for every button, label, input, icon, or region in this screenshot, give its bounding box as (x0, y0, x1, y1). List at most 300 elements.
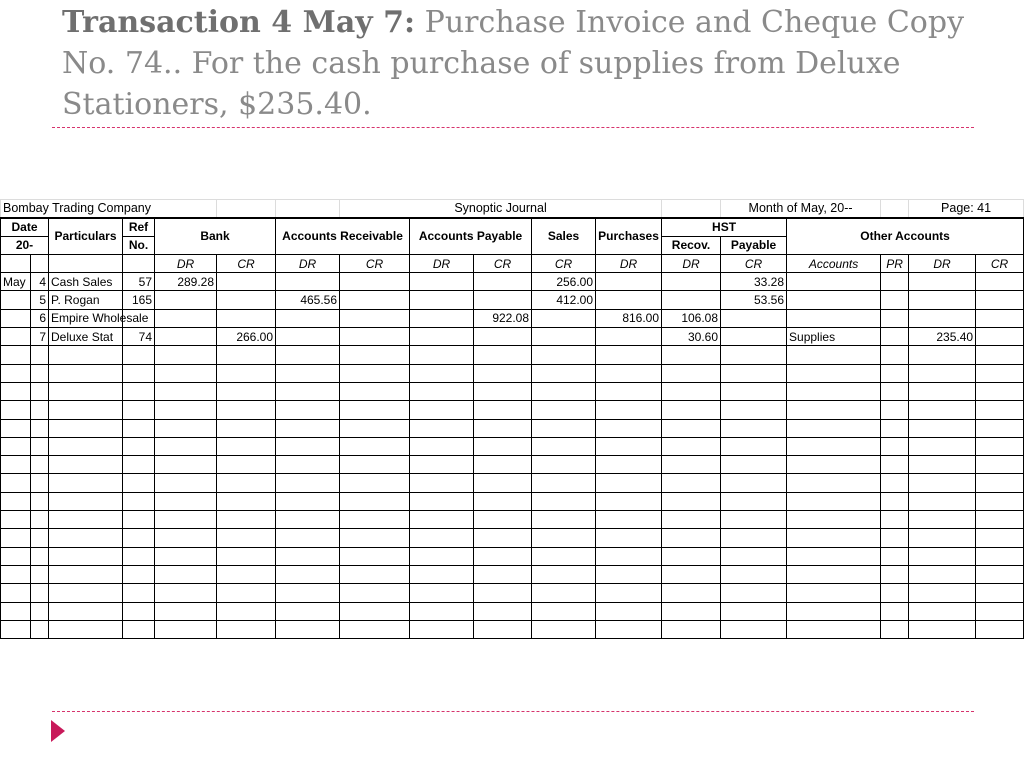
bank-dr-label: DR (155, 254, 217, 272)
cell-purch-dr (596, 273, 662, 291)
cell-ref (123, 456, 155, 474)
cell-hst-recov (662, 401, 721, 419)
cell-hst-pay (721, 328, 787, 346)
cell-oa-account (787, 291, 881, 309)
cell-oa-dr (909, 309, 976, 327)
journal-row (1, 602, 1024, 620)
cell-ap-dr (410, 309, 474, 327)
journal-row (1, 291, 1024, 309)
cell-hst-pay (721, 346, 787, 364)
cell-oa-pr (881, 456, 909, 474)
cell-oa-account: Supplies (787, 328, 881, 346)
cell-hst-recov (662, 492, 721, 510)
cell-particulars (49, 419, 123, 437)
journal-row (1, 474, 1024, 492)
cell-month (1, 620, 31, 638)
cell-bank-dr (155, 547, 217, 565)
cell-ap-cr (474, 529, 532, 547)
cell-bank-cr (217, 382, 276, 400)
cell-ar-dr (276, 309, 340, 327)
journal-row (1, 382, 1024, 400)
cell-oa-cr (976, 401, 1024, 419)
cell-ref (123, 565, 155, 583)
cell-day (31, 529, 49, 547)
cell-day: 6 (31, 309, 49, 327)
cell-ar-cr (340, 382, 410, 400)
journal-row (1, 565, 1024, 583)
cell-ap-dr (410, 584, 474, 602)
cell-ref (123, 401, 155, 419)
cell-sales-cr (532, 437, 596, 455)
journal-row (1, 346, 1024, 364)
cell-oa-account (787, 620, 881, 638)
cell-ar-dr (276, 511, 340, 529)
cell-ar-dr (276, 328, 340, 346)
cell-ap-dr (410, 401, 474, 419)
cell-purch-dr (596, 437, 662, 455)
cell-oa-account (787, 419, 881, 437)
cell-month (1, 419, 31, 437)
cell-month (1, 328, 31, 346)
cell-oa-cr (976, 273, 1024, 291)
cell-day: 4 (31, 273, 49, 291)
cell-bank-dr (155, 584, 217, 602)
cell-hst-recov (662, 437, 721, 455)
cell-ap-cr (474, 291, 532, 309)
cell-hst-recov (662, 291, 721, 309)
cell-day (31, 565, 49, 583)
cell-oa-dr (909, 382, 976, 400)
cell-oa-dr: 235.40 (909, 328, 976, 346)
cell-month (1, 437, 31, 455)
cell-ar-cr (340, 309, 410, 327)
cell-hst-recov (662, 565, 721, 583)
cell-purch-dr (596, 492, 662, 510)
cell-day (31, 584, 49, 602)
cell-oa-cr (976, 382, 1024, 400)
cell-ar-cr (340, 474, 410, 492)
cell-hst-pay (721, 492, 787, 510)
cell-sales-cr (532, 309, 596, 327)
bank-header: Bank (155, 218, 276, 255)
cell-ref: 57 (123, 273, 155, 291)
hst-payable-cr-label: CR (721, 254, 787, 272)
cell-oa-dr (909, 565, 976, 583)
cell-oa-account (787, 456, 881, 474)
cell-particulars (49, 584, 123, 602)
cell-bank-dr (155, 602, 217, 620)
cell-hst-recov (662, 419, 721, 437)
cell-bank-dr (155, 328, 217, 346)
cell-month: May (1, 273, 31, 291)
cell-ref (123, 419, 155, 437)
cell-hst-pay (721, 382, 787, 400)
bottom-divider (52, 711, 974, 712)
cell-month (1, 382, 31, 400)
cell-ap-cr (474, 382, 532, 400)
cell-oa-dr (909, 456, 976, 474)
cell-hst-recov (662, 511, 721, 529)
cell-ap-dr (410, 511, 474, 529)
cell-ap-dr (410, 364, 474, 382)
cell-ref (123, 529, 155, 547)
cell-oa-cr (976, 565, 1024, 583)
cell-purch-dr (596, 474, 662, 492)
cell-oa-dr (909, 547, 976, 565)
cell-ref (123, 511, 155, 529)
cell-particulars (49, 620, 123, 638)
cell-oa-dr (909, 419, 976, 437)
cell-sales-cr (532, 620, 596, 638)
cell-ref (123, 437, 155, 455)
cell-oa-dr (909, 602, 976, 620)
cell-oa-dr (909, 492, 976, 510)
purchases-dr-label: DR (596, 254, 662, 272)
cell-oa-dr (909, 346, 976, 364)
cell-hst-pay (721, 309, 787, 327)
sales-header: Sales (532, 218, 596, 255)
cell-bank-cr (217, 401, 276, 419)
cell-ap-cr (474, 401, 532, 419)
cell-bank-cr (217, 529, 276, 547)
journal-row (1, 547, 1024, 565)
cell-oa-pr (881, 565, 909, 583)
cell-particulars (49, 346, 123, 364)
cell-ar-dr (276, 382, 340, 400)
cell-month (1, 492, 31, 510)
cell-hst-pay (721, 437, 787, 455)
cell-sales-cr (532, 382, 596, 400)
cell-ar-cr (340, 437, 410, 455)
cell-bank-cr (217, 346, 276, 364)
cell-hst-recov (662, 346, 721, 364)
cell-purch-dr (596, 364, 662, 382)
cell-bank-dr (155, 565, 217, 583)
cell-oa-pr (881, 309, 909, 327)
cell-oa-cr (976, 346, 1024, 364)
cell-hst-pay (721, 474, 787, 492)
other-pr-label: PR (881, 254, 909, 272)
cell-ar-dr (276, 346, 340, 364)
cell-ap-cr (474, 584, 532, 602)
cell-month (1, 529, 31, 547)
cell-ar-dr (276, 584, 340, 602)
accounts-receivable-header: Accounts Receivable (276, 218, 410, 255)
cell-oa-cr (976, 419, 1024, 437)
cell-day (31, 401, 49, 419)
cell-purch-dr (596, 456, 662, 474)
accounts-payable-header: Accounts Payable (410, 218, 532, 255)
cell-oa-pr (881, 511, 909, 529)
hst-header: HST (662, 218, 787, 236)
cell-bank-cr (217, 474, 276, 492)
cell-ar-cr (340, 364, 410, 382)
cell-oa-pr (881, 529, 909, 547)
cell-oa-account (787, 346, 881, 364)
cell-ar-dr (276, 565, 340, 583)
cell-hst-recov (662, 474, 721, 492)
bullet-arrow-icon (51, 720, 65, 742)
cell-bank-dr (155, 419, 217, 437)
cell-purch-dr (596, 401, 662, 419)
cell-month (1, 401, 31, 419)
cell-ap-dr (410, 492, 474, 510)
cell-oa-cr (976, 456, 1024, 474)
cell-month (1, 511, 31, 529)
cell-hst-recov (662, 273, 721, 291)
cell-bank-cr (217, 456, 276, 474)
cell-oa-pr (881, 437, 909, 455)
cell-oa-account (787, 474, 881, 492)
cell-ar-dr (276, 364, 340, 382)
cell-hst-pay (721, 511, 787, 529)
cell-oa-account (787, 382, 881, 400)
cell-ar-cr (340, 401, 410, 419)
cell-ar-dr (276, 456, 340, 474)
cell-day (31, 474, 49, 492)
cell-ap-cr (474, 273, 532, 291)
ref-header: Ref (123, 218, 155, 236)
cell-month (1, 346, 31, 364)
cell-bank-dr (155, 492, 217, 510)
cell-oa-pr (881, 584, 909, 602)
cell-particulars (49, 511, 123, 529)
cell-oa-cr (976, 309, 1024, 327)
cell-hst-recov (662, 529, 721, 547)
cell-bank-dr (155, 346, 217, 364)
cell-ref (123, 602, 155, 620)
cell-sales-cr: 412.00 (532, 291, 596, 309)
cell-purch-dr (596, 328, 662, 346)
cell-ap-cr (474, 328, 532, 346)
journal-row (1, 419, 1024, 437)
ar-dr-label: DR (276, 254, 340, 272)
cell-oa-cr (976, 328, 1024, 346)
cell-ar-cr (340, 492, 410, 510)
cell-hst-pay (721, 419, 787, 437)
cell-ap-dr (410, 437, 474, 455)
cell-hst-recov (662, 382, 721, 400)
other-accounts-header: Other Accounts (787, 218, 1024, 255)
cell-oa-cr (976, 620, 1024, 638)
cell-bank-cr (217, 620, 276, 638)
cell-particulars: P. Rogan (49, 291, 123, 309)
cell-oa-pr (881, 401, 909, 419)
cell-oa-dr (909, 584, 976, 602)
cell-month (1, 474, 31, 492)
cell-particulars: Cash Sales (49, 273, 123, 291)
cell-ar-dr (276, 273, 340, 291)
cell-ar-cr (340, 328, 410, 346)
cell-ref (123, 346, 155, 364)
cell-oa-pr (881, 474, 909, 492)
cell-bank-dr (155, 474, 217, 492)
cell-oa-pr (881, 382, 909, 400)
cell-hst-pay (721, 565, 787, 583)
cell-sales-cr (532, 547, 596, 565)
cell-ap-dr (410, 328, 474, 346)
cell-month (1, 602, 31, 620)
cell-ap-dr (410, 547, 474, 565)
cell-oa-cr (976, 364, 1024, 382)
cell-day: 7 (31, 328, 49, 346)
cell-bank-dr: 289.28 (155, 273, 217, 291)
cell-bank-dr (155, 364, 217, 382)
cell-particulars (49, 382, 123, 400)
cell-ap-cr (474, 492, 532, 510)
year-header: 20- (1, 236, 49, 254)
cell-bank-cr (217, 309, 276, 327)
journal-row (1, 437, 1024, 455)
cell-oa-cr (976, 529, 1024, 547)
cell-ap-dr (410, 346, 474, 364)
cell-bank-dr (155, 529, 217, 547)
cell-ar-cr (340, 602, 410, 620)
cell-oa-dr (909, 437, 976, 455)
cell-purch-dr (596, 547, 662, 565)
cell-bank-dr (155, 620, 217, 638)
cell-oa-pr (881, 492, 909, 510)
cell-oa-cr (976, 474, 1024, 492)
cell-oa-pr (881, 291, 909, 309)
cell-sales-cr (532, 419, 596, 437)
cell-oa-cr (976, 492, 1024, 510)
cell-particulars (49, 364, 123, 382)
cell-particulars (49, 474, 123, 492)
cell-oa-cr (976, 511, 1024, 529)
cell-oa-account (787, 529, 881, 547)
journal-row (1, 456, 1024, 474)
cell-ap-cr: 922.08 (474, 309, 532, 327)
cell-bank-cr (217, 584, 276, 602)
cell-bank-cr (217, 602, 276, 620)
journal-entries (1, 273, 1024, 639)
cell-oa-pr (881, 273, 909, 291)
ref-no-header: No. (123, 236, 155, 254)
cell-hst-recov (662, 456, 721, 474)
cell-oa-pr (881, 346, 909, 364)
cell-oa-account (787, 584, 881, 602)
cell-day (31, 437, 49, 455)
cell-hst-recov (662, 602, 721, 620)
cell-hst-recov (662, 547, 721, 565)
cell-ar-cr (340, 529, 410, 547)
cell-hst-recov: 106.08 (662, 309, 721, 327)
cell-sales-cr: 256.00 (532, 273, 596, 291)
cell-bank-cr: 266.00 (217, 328, 276, 346)
journal-row (1, 584, 1024, 602)
cell-month (1, 291, 31, 309)
cell-sales-cr (532, 492, 596, 510)
cell-ap-dr (410, 382, 474, 400)
cell-oa-account (787, 565, 881, 583)
cell-particulars (49, 547, 123, 565)
synoptic-journal-table (0, 199, 1024, 639)
cell-bank-cr (217, 492, 276, 510)
cell-hst-pay (721, 602, 787, 620)
cell-ap-cr (474, 346, 532, 364)
cell-ap-dr (410, 291, 474, 309)
cell-particulars (49, 529, 123, 547)
cell-purch-dr (596, 565, 662, 583)
cell-ar-dr (276, 620, 340, 638)
cell-day (31, 346, 49, 364)
cell-oa-account (787, 511, 881, 529)
cell-purch-dr (596, 584, 662, 602)
cell-oa-cr (976, 547, 1024, 565)
cell-purch-dr (596, 382, 662, 400)
column-header-row-1 (1, 218, 1024, 236)
cell-oa-pr (881, 602, 909, 620)
purchases-header: Purchases (596, 218, 662, 255)
cell-oa-dr (909, 620, 976, 638)
cell-particulars (49, 437, 123, 455)
cell-ap-dr (410, 456, 474, 474)
cell-hst-recov (662, 620, 721, 638)
cell-sales-cr (532, 565, 596, 583)
other-dr-label: DR (909, 254, 976, 272)
cell-day (31, 492, 49, 510)
cell-bank-dr (155, 291, 217, 309)
cell-sales-cr (532, 474, 596, 492)
cell-oa-pr (881, 364, 909, 382)
cell-hst-recov (662, 364, 721, 382)
cell-ref: 165 (123, 291, 155, 309)
cell-oa-account (787, 401, 881, 419)
ap-dr-label: DR (410, 254, 474, 272)
cell-bank-dr (155, 437, 217, 455)
cell-oa-dr (909, 291, 976, 309)
cell-bank-cr (217, 565, 276, 583)
journal-row (1, 309, 1024, 327)
slide-heading (62, 2, 992, 125)
cell-ap-dr (410, 419, 474, 437)
dr-cr-row (1, 254, 1024, 272)
cell-ar-cr (340, 456, 410, 474)
cell-ap-cr (474, 620, 532, 638)
cell-ap-cr (474, 456, 532, 474)
journal-row (1, 401, 1024, 419)
particulars-header: Particulars (49, 218, 123, 255)
cell-oa-dr (909, 511, 976, 529)
cell-ar-dr (276, 602, 340, 620)
cell-particulars (49, 401, 123, 419)
cell-ar-cr (340, 346, 410, 364)
cell-ap-dr (410, 565, 474, 583)
cell-oa-account (787, 437, 881, 455)
other-cr-label: CR (976, 254, 1024, 272)
cell-ar-cr (340, 419, 410, 437)
cell-ar-cr (340, 547, 410, 565)
bank-cr-label: CR (217, 254, 276, 272)
other-accounts-label: Accounts (787, 254, 881, 272)
cell-ref (123, 547, 155, 565)
cell-oa-dr (909, 529, 976, 547)
cell-ar-cr (340, 273, 410, 291)
journal-page: Page: 41 (909, 200, 1024, 218)
cell-ref: 74 (123, 328, 155, 346)
cell-bank-dr (155, 456, 217, 474)
cell-day (31, 364, 49, 382)
cell-oa-pr (881, 419, 909, 437)
cell-oa-cr (976, 584, 1024, 602)
cell-particulars (49, 602, 123, 620)
journal-name: Synoptic Journal (340, 200, 662, 218)
journal-row (1, 364, 1024, 382)
cell-oa-dr (909, 273, 976, 291)
cell-particulars: Deluxe Stat (49, 328, 123, 346)
cell-bank-cr (217, 547, 276, 565)
